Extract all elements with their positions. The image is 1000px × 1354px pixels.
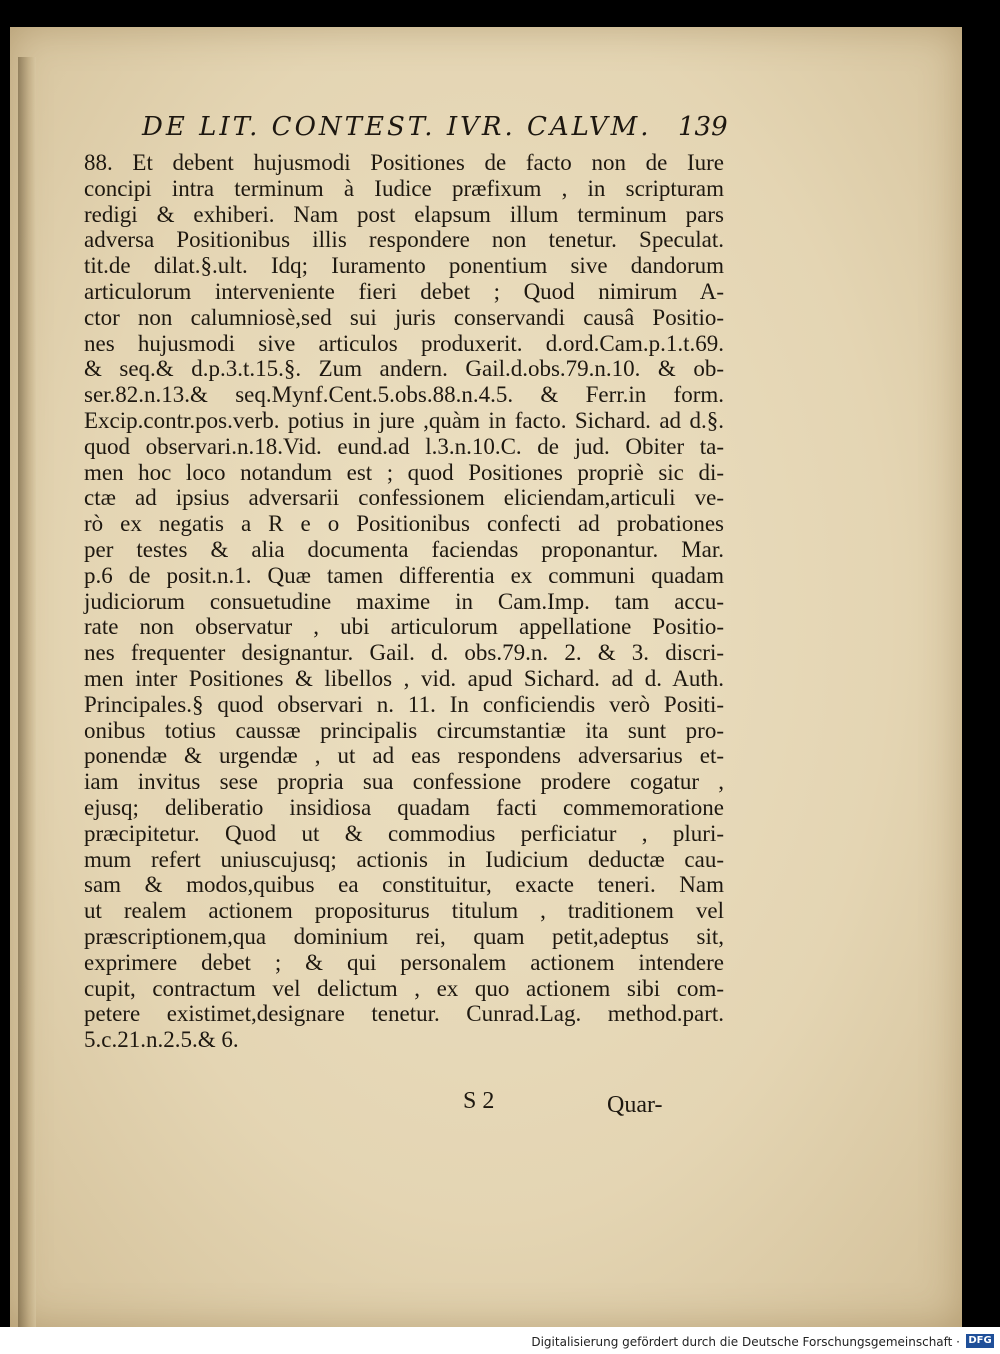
text-line: men hoc loco notandum est ; quod Positiones propriè sic di-	[84, 459, 724, 485]
text-line: Principales.§ quod observari n. 11. In conficiendis verò Positi-	[84, 691, 724, 717]
page-number: 139	[678, 112, 728, 142]
text-line: ser.82.n.13.& seq.Mynf.Cent.5.obs.88.n.4.5. & Ferr.in form.	[84, 382, 724, 408]
page-gutter-shadow	[18, 57, 36, 1347]
text-line: exprimere debet ; & qui personalem actionem intendere	[84, 949, 724, 975]
text-line: rò ex negatis a R e o Positionibus confecti ad probationes	[84, 511, 724, 537]
text-line: 88. Et debent hujusmodi Positiones de facto non de Iure	[84, 150, 724, 175]
text-line: Excip.contr.pos.verb. potius in jure ,quàm in facto. Sichard. ad d.§.	[84, 407, 724, 433]
body-text	[84, 150, 724, 1053]
text-line: judiciorum consuetudine maxime in Cam.Imp. tam accu-	[84, 588, 724, 614]
funding-credit: Digitalisierung gefördert durch die Deutsche Forschungsgemeinschaft ·	[531, 1335, 960, 1349]
text-line: iam invitus sese propria sua confessione prodere cogatur ,	[84, 769, 724, 795]
text-line: onibus totius caussæ principalis circumstantiæ ita sunt pro-	[84, 717, 724, 743]
text-line: redigi & exhiberi. Nam post elapsum illum terminum pars	[84, 201, 724, 227]
text-line: ejusq; deliberatio insidiosa quadam facti commemoratione	[84, 794, 724, 820]
text-line: mum refert uniuscujusq; actionis in Iudicium deductæ cau-	[84, 846, 724, 872]
catchword: Quar-	[607, 1092, 663, 1118]
text-line: præscriptionem,qua dominium rei, quam petit,adeptus sit,	[84, 923, 724, 949]
text-line: & seq.& d.p.3.t.15.§. Zum andern. Gail.d.obs.79.n.10. & ob-	[84, 356, 724, 382]
text-line: præcipitetur. Quod ut & commodius perficiatur , pluri-	[84, 820, 724, 846]
running-title: DE LIT. CONTEST. IVR. CALVM.	[142, 112, 652, 142]
text-line: ut realem actionem propositurus titulum , traditionem vel	[84, 898, 724, 924]
text-line: cupit, contractum vel delictum , ex quo actionem sibi com-	[84, 975, 724, 1001]
text-line: adversa Positionibus illis respondere non tenetur. Speculat.	[84, 227, 724, 253]
text-line: sam & modos,quibus ea constituitur, exacte teneri. Nam	[84, 872, 724, 898]
text-line: quod observari.n.18.Vid. eund.ad l.3.n.10.C. de jud. Obiter ta-	[84, 433, 724, 459]
text-line: rate non observatur , ubi articulorum appellatione Positio-	[84, 614, 724, 640]
text-line: ctor non calumniosè,sed sui juris conservandi causâ Positio-	[84, 304, 724, 330]
text-line: p.6 de posit.n.1. Quæ tamen differentia ex communi quadam	[84, 562, 724, 588]
text-line: concipi intra terminum à Iudice præfixum , in scripturam	[84, 175, 724, 201]
text-line: tit.de dilat.§.ult. Idq; Iuramento ponentium sive dandorum	[84, 253, 724, 279]
text-line: per testes & alia documenta faciendas proponantur. Mar.	[84, 536, 724, 562]
footer-bar	[0, 1327, 1000, 1354]
text-line: ponendæ & urgendæ , ut ad eas respondens adversarius et-	[84, 743, 724, 769]
text-line: men inter Positiones & libellos , vid. apud Sichard. ad d. Auth.	[84, 665, 724, 691]
text-line: articulorum interveniente fieri debet ; Quod nimirum A-	[84, 278, 724, 304]
text-line: petere existimet,designare tenetur. Cunrad.Lag. method.part.	[84, 1001, 724, 1027]
text-line: nes hujusmodi sive articulos produxerit. d.ord.Cam.p.1.t.69.	[84, 330, 724, 356]
text-line: ctæ ad ipsius adversarii confessionem eliciendam,articuli ve-	[84, 485, 724, 511]
dfg-logo[interactable]: DFG	[966, 1334, 994, 1348]
signature-mark: S 2	[463, 1088, 495, 1114]
text-line: nes frequenter designantur. Gail. d. obs.79.n. 2. & 3. discri-	[84, 640, 724, 666]
text-line: 5.c.21.n.2.5.& 6.	[84, 1027, 239, 1053]
